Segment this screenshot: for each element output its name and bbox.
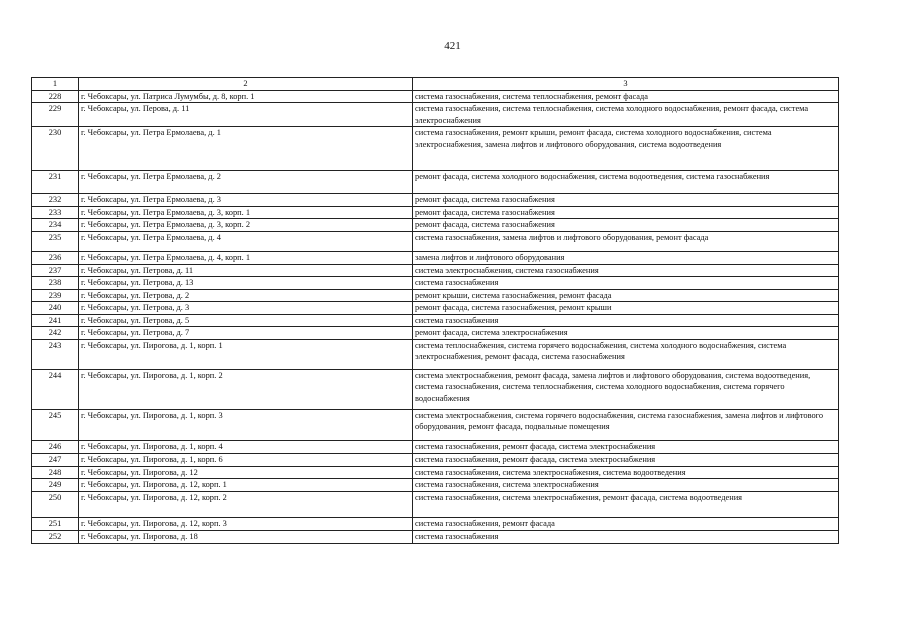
row-address: г. Чебоксары, ул. Петрова, д. 3 — [79, 302, 413, 315]
row-number: 244 — [32, 369, 79, 409]
row-number: 246 — [32, 440, 79, 453]
table-row — [32, 206, 839, 219]
table-row — [32, 219, 839, 232]
row-works: система электроснабжения, система горячего водоснабжения, система газоснабжения, замена лифтов и лифтового оборудования, ремонт фасада, подвальные помещения — [413, 409, 839, 440]
table-row — [32, 194, 839, 207]
row-works: ремонт фасада, система электроснабжения — [413, 327, 839, 340]
row-works: система электроснабжения, система газоснабжения — [413, 264, 839, 277]
table-row — [32, 127, 839, 171]
row-number: 242 — [32, 327, 79, 340]
row-number: 238 — [32, 277, 79, 290]
table-row — [32, 171, 839, 194]
row-number: 232 — [32, 194, 79, 207]
table-row — [32, 264, 839, 277]
row-works: система газоснабжения, система теплоснабжения, ремонт фасада — [413, 90, 839, 103]
row-works: система газоснабжения, система электроснабжения, система водоотведения — [413, 466, 839, 479]
row-address: г. Чебоксары, ул. Пирогова, д. 12 — [79, 466, 413, 479]
row-number: 250 — [32, 492, 79, 518]
table-row — [32, 409, 839, 440]
row-number: 247 — [32, 453, 79, 466]
row-address: г. Чебоксары, ул. Петра Ермолаева, д. 4 — [79, 231, 413, 251]
row-number: 237 — [32, 264, 79, 277]
row-works: система электроснабжения, ремонт фасада, замена лифтов и лифтового оборудования, система водоотведения, система газоснабжения, система теплоснабжения, система холодного водоснабжения, система горячего водоснабжения — [413, 369, 839, 409]
row-number: 252 — [32, 531, 79, 544]
row-number: 240 — [32, 302, 79, 315]
table-row — [32, 314, 839, 327]
row-number: 249 — [32, 479, 79, 492]
table-row — [32, 289, 839, 302]
row-address: г. Чебоксары, ул. Петрова, д. 13 — [79, 277, 413, 290]
table-row — [32, 453, 839, 466]
table-row — [32, 90, 839, 103]
table-row — [32, 479, 839, 492]
row-number: 241 — [32, 314, 79, 327]
table-row — [32, 339, 839, 369]
row-address: г. Чебоксары, ул. Пирогова, д. 1, корп. 4 — [79, 440, 413, 453]
row-number: 236 — [32, 251, 79, 264]
row-number: 251 — [32, 518, 79, 531]
row-number: 229 — [32, 103, 79, 127]
row-works: система газоснабжения, ремонт фасада, система электроснабжения — [413, 453, 839, 466]
table-header-row — [32, 78, 839, 91]
row-works: система газоснабжения, система электроснабжения — [413, 479, 839, 492]
row-works: система газоснабжения — [413, 277, 839, 290]
table-row — [32, 103, 839, 127]
row-works: система газоснабжения, система теплоснабжения, система холодного водоснабжения, ремонт фасада, система электроснабжения — [413, 103, 839, 127]
row-address: г. Чебоксары, ул. Пирогова, д. 12, корп. 3 — [79, 518, 413, 531]
column-header-number: 1 — [32, 78, 79, 91]
row-number: 234 — [32, 219, 79, 232]
row-address: г. Чебоксары, ул. Петрова, д. 5 — [79, 314, 413, 327]
table-row — [32, 277, 839, 290]
row-address: г. Чебоксары, ул. Перова, д. 11 — [79, 103, 413, 127]
row-works: система газоснабжения — [413, 531, 839, 544]
row-number: 235 — [32, 231, 79, 251]
page-number: 421 — [444, 40, 461, 52]
table-row — [32, 302, 839, 315]
table-row — [32, 327, 839, 340]
row-works: система газоснабжения, ремонт фасада — [413, 518, 839, 531]
column-header-works: 3 — [413, 78, 839, 91]
row-works: ремонт фасада, система газоснабжения — [413, 219, 839, 232]
row-number: 231 — [32, 171, 79, 194]
row-address: г. Чебоксары, ул. Петра Ермолаева, д. 3, корп. 2 — [79, 219, 413, 232]
row-address: г. Чебоксары, ул. Петрова, д. 11 — [79, 264, 413, 277]
table-row — [32, 492, 839, 518]
row-works: система газоснабжения, замена лифтов и лифтового оборудования, ремонт фасада — [413, 231, 839, 251]
table-row — [32, 231, 839, 251]
table-row — [32, 531, 839, 544]
row-number: 248 — [32, 466, 79, 479]
row-number: 228 — [32, 90, 79, 103]
row-address: г. Чебоксары, ул. Пирогова, д. 12, корп. 1 — [79, 479, 413, 492]
table-row — [32, 518, 839, 531]
table-row — [32, 440, 839, 453]
table-row — [32, 466, 839, 479]
works-table — [31, 77, 839, 544]
row-number: 230 — [32, 127, 79, 171]
row-works: замена лифтов и лифтового оборудования — [413, 251, 839, 264]
row-address: г. Чебоксары, ул. Петра Ермолаева, д. 4, корп. 1 — [79, 251, 413, 264]
row-address: г. Чебоксары, ул. Петра Ермолаева, д. 3 — [79, 194, 413, 207]
row-address: г. Чебоксары, ул. Пирогова, д. 1, корп. 2 — [79, 369, 413, 409]
row-works: система газоснабжения, ремонт крыши, ремонт фасада, система холодного водоснабжения, система электроснабжения, замена лифтов и лифтового оборудования, система водоотведения — [413, 127, 839, 171]
table-row — [32, 369, 839, 409]
row-works: ремонт фасада, система газоснабжения — [413, 206, 839, 219]
row-address: г. Чебоксары, ул. Патриса Лумумбы, д. 8, корп. 1 — [79, 90, 413, 103]
row-address: г. Чебоксары, ул. Петра Ермолаева, д. 3, корп. 1 — [79, 206, 413, 219]
row-works: ремонт фасада, система газоснабжения — [413, 194, 839, 207]
row-address: г. Чебоксары, ул. Пирогова, д. 1, корп. 6 — [79, 453, 413, 466]
row-number: 239 — [32, 289, 79, 302]
row-works: система газоснабжения — [413, 314, 839, 327]
row-works: система теплоснабжения, система горячего водоснабжения, система холодного водоснабжения, система электроснабжения, ремонт фасада, система газоснабжения — [413, 339, 839, 369]
row-number: 245 — [32, 409, 79, 440]
row-address: г. Чебоксары, ул. Петрова, д. 2 — [79, 289, 413, 302]
row-address: г. Чебоксары, ул. Пирогова, д. 12, корп. 2 — [79, 492, 413, 518]
row-number: 243 — [32, 339, 79, 369]
row-works: ремонт фасада, система газоснабжения, ремонт крыши — [413, 302, 839, 315]
table-row — [32, 251, 839, 264]
row-address: г. Чебоксары, ул. Пирогова, д. 1, корп. 3 — [79, 409, 413, 440]
row-number: 233 — [32, 206, 79, 219]
row-address: г. Чебоксары, ул. Петрова, д. 7 — [79, 327, 413, 340]
row-address: г. Чебоксары, ул. Петра Ермолаева, д. 1 — [79, 127, 413, 171]
row-address: г. Чебоксары, ул. Пирогова, д. 18 — [79, 531, 413, 544]
row-works: ремонт крыши, система газоснабжения, ремонт фасада — [413, 289, 839, 302]
row-works: ремонт фасада, система холодного водоснабжения, система водоотведения, система газоснабжения — [413, 171, 839, 194]
row-address: г. Чебоксары, ул. Пирогова, д. 1, корп. 1 — [79, 339, 413, 369]
row-works: система газоснабжения, система электроснабжения, ремонт фасада, система водоотведения — [413, 492, 839, 518]
column-header-address: 2 — [79, 78, 413, 91]
row-address: г. Чебоксары, ул. Петра Ермолаева, д. 2 — [79, 171, 413, 194]
row-works: система газоснабжения, ремонт фасада, система электроснабжения — [413, 440, 839, 453]
